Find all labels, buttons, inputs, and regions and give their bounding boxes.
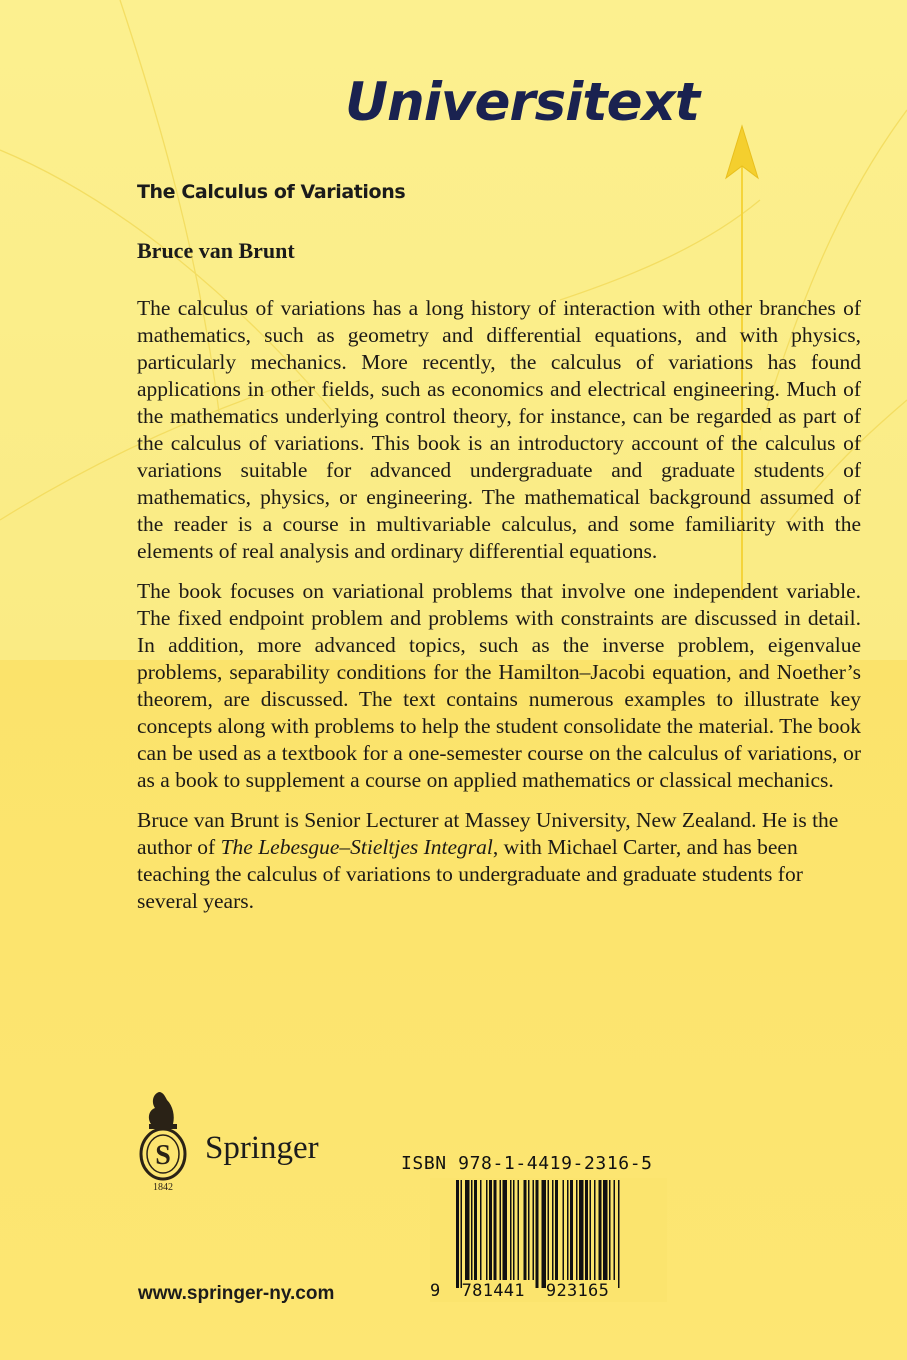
barcode-bar (563, 1180, 565, 1280)
barcode-bar (570, 1180, 573, 1280)
bio-text: , with Michael Carter, and has been teaching the calculus of variations to undergraduate and graduate students for several years. (137, 835, 803, 913)
barcode-bar (618, 1180, 620, 1288)
logo-year: 1842 (153, 1182, 173, 1193)
barcode-bars (430, 1178, 667, 1288)
barcode-bar (555, 1180, 558, 1280)
barcode-bar (510, 1180, 512, 1280)
barcode-bar (576, 1180, 578, 1280)
publisher-website: www.springer-ny.com (138, 1283, 335, 1304)
book-title: The Calculus of Variations (137, 181, 406, 203)
barcode-bar (585, 1180, 588, 1280)
author-bio (137, 807, 861, 915)
publisher-name: Springer (205, 1130, 319, 1166)
bio-text: Bruce van Brunt is Senior Lecturer at Massey University, New Zealand. He is the author of (137, 808, 839, 859)
barcode-bar (603, 1180, 608, 1280)
barcode-bar (513, 1180, 515, 1280)
isbn-label: ISBN 978-1-4419-2316-5 (401, 1153, 653, 1174)
barcode-right-group: 923165 (545, 1281, 610, 1301)
barcode-bar (528, 1180, 530, 1280)
barcode-bar (524, 1180, 527, 1280)
barcode-bar (536, 1180, 539, 1288)
svg-text:S: S (155, 1140, 171, 1171)
barcode-bar (489, 1180, 492, 1280)
barcode-bar (480, 1180, 482, 1280)
barcode-bar (494, 1180, 497, 1280)
series-title: Universitext (345, 72, 700, 133)
barcode-bar (518, 1180, 520, 1280)
barcode-bar (614, 1180, 616, 1280)
barcode-bar (548, 1180, 550, 1280)
barcode-number (430, 1281, 667, 1301)
barcode-bar (609, 1180, 611, 1280)
barcode-bar (500, 1180, 502, 1280)
springer-knight-logo (135, 1088, 191, 1198)
author-name: Bruce van Brunt (137, 238, 295, 263)
barcode-bar (599, 1180, 602, 1280)
barcode-bar (533, 1180, 535, 1280)
barcode-bar (456, 1180, 459, 1288)
barcode-bar (594, 1180, 596, 1280)
barcode-left-group: 781441 (461, 1281, 525, 1301)
barcode-first-digit: 9 (430, 1281, 441, 1301)
barcode (430, 1178, 667, 1302)
bio-book-title: The Lebesgue–Stieltjes Integral (220, 835, 493, 859)
barcode-bar (474, 1180, 477, 1280)
barcode-bar (471, 1180, 473, 1280)
blurb (137, 295, 861, 928)
barcode-bar (567, 1180, 569, 1280)
barcode-bar (486, 1180, 488, 1280)
barcode-bar (503, 1180, 508, 1280)
barcode-bar (461, 1180, 463, 1288)
blurb-paragraph: The calculus of variations has a long history of interaction with other branches of mathematics, such as geometry and differential equations, and with physics, particularly mechanics. More recently, the calculus of variations has found applications in other fields, such as economics and electrical engineering. Much of the mathematics underlying control theory, for instance, can be regarded as part of the calculus of variations. This book is an introductory account of the calculus of variations suitable for advanced undergraduate and graduate students of mathematics, physics, or engineering. The mathematical background assumed of the reader is a course in multivariable calculus, and some familiarity with the elements of real analysis and ordinary differential equations. (137, 296, 861, 563)
barcode-bar (552, 1180, 554, 1280)
barcode-bar (542, 1180, 547, 1288)
barcode-bar (590, 1180, 592, 1280)
blurb-paragraph: The book focuses on variational problems that involve one independent variable. The fixed endpoint problem and problems with constraints are discussed in detail. In addition, more advanced topics, such as the inverse problem, eigenvalue problems, separability conditions for the Hamilton–Jacobi equation, and Noether’s theorem, are discussed. The text contains numerous examples to illustrate key concepts along with problems to help the student consolidate the material. The book can be used as a textbook for a one-semester course on the calculus of variations, or as a book to supplement a course on applied mathematics or classical mechanics. (137, 579, 861, 792)
barcode-bar (579, 1180, 584, 1280)
barcode-bar (465, 1180, 470, 1280)
